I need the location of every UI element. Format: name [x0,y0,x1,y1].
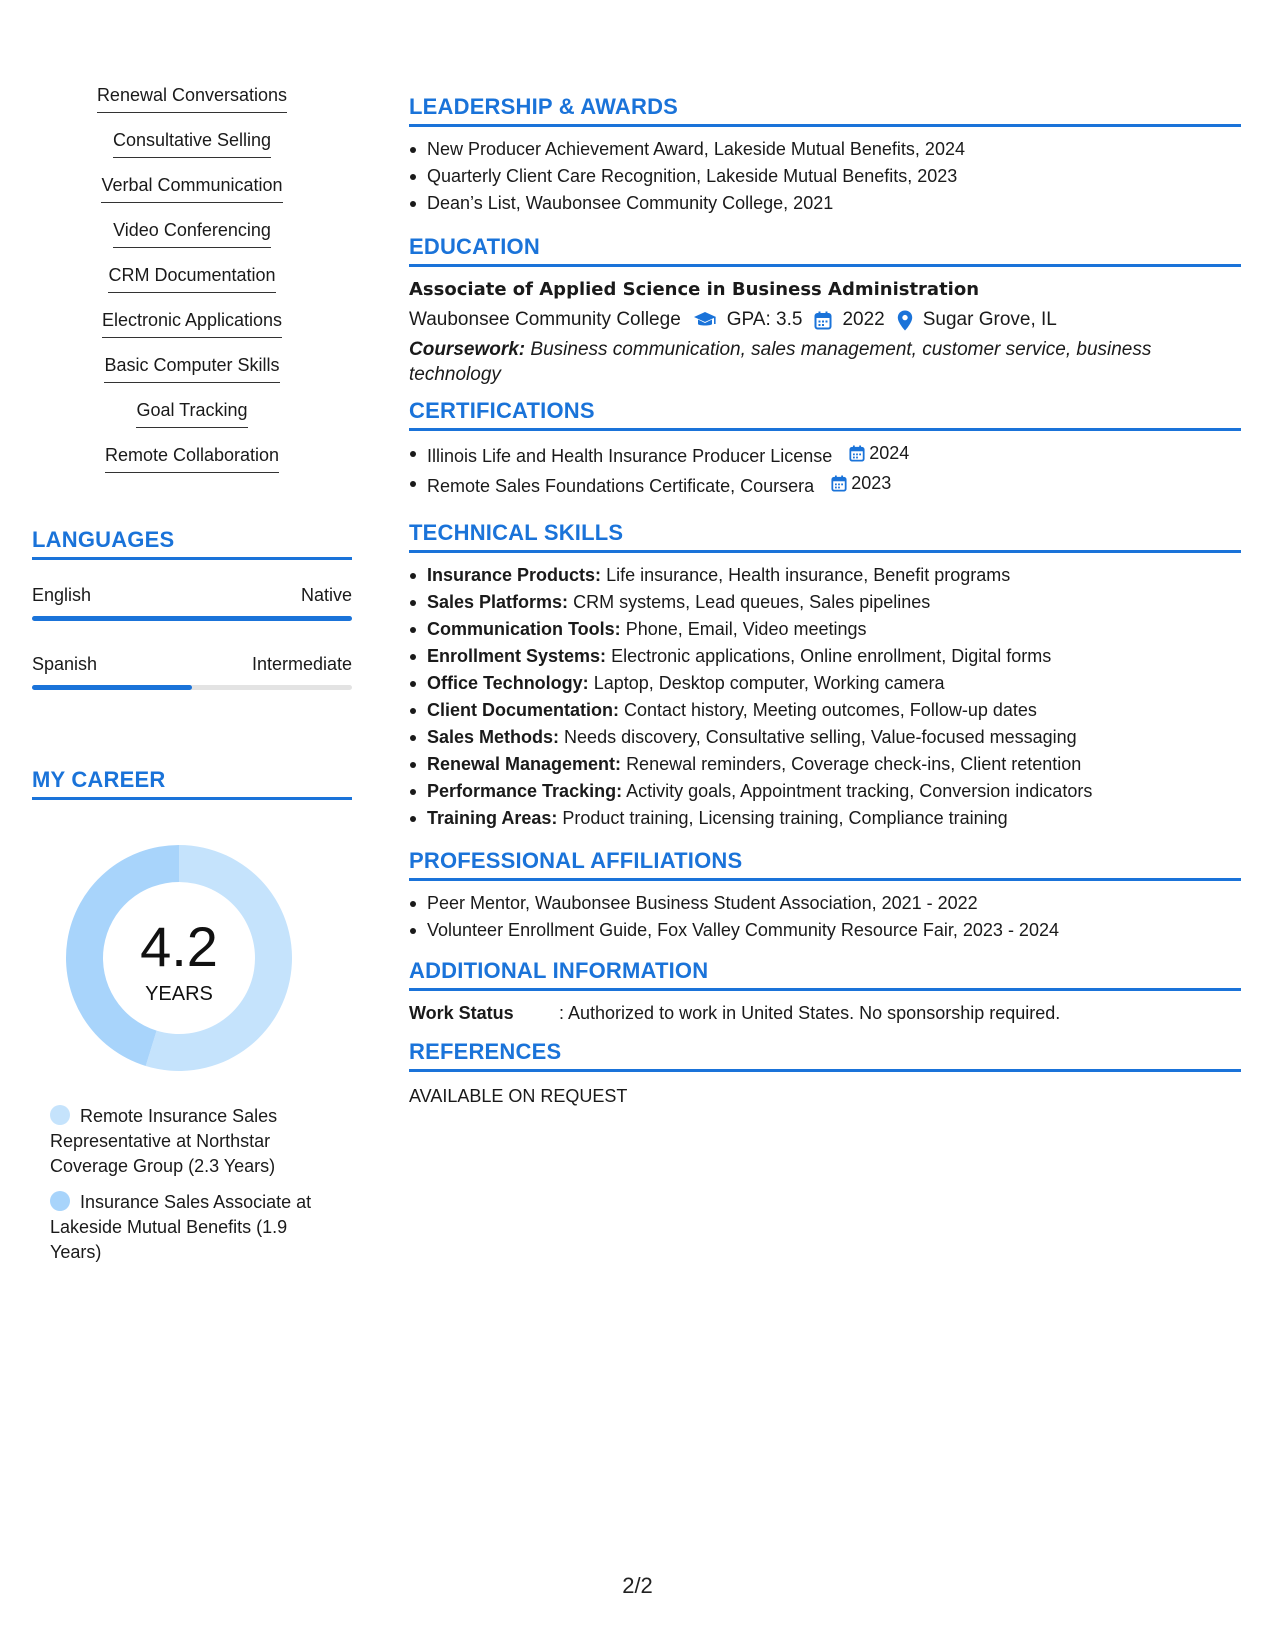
language-bar [32,616,352,621]
list-item: Illinois Life and Health Insurance Producer License 2024 [409,440,1241,470]
skill-item: Goal Tracking [32,397,352,442]
coursework [409,337,1241,387]
certification-date: 2023 [831,470,891,497]
school-name: Waubonsee Community College [409,309,681,330]
list-item: Performance Tracking: Activity goals, Appointment tracking, Conversion indicators [409,778,1241,805]
list-item: Quarterly Client Care Recognition, Lakeside Mutual Benefits, 2023 [409,163,1241,190]
skill-item: Electronic Applications [32,307,352,352]
language-bar-fill [32,685,192,690]
work-status-row [409,1001,1241,1025]
career-total-value: 4.2 [140,915,218,978]
list-item: Sales Methods: Needs discovery, Consultative selling, Value-focused messaging [409,724,1241,751]
list-item: Remote Sales Foundations Certificate, Coursera 2023 [409,470,1241,500]
graduation-cap-icon [693,311,717,329]
affiliations-heading: PROFESSIONAL AFFILIATIONS [409,848,1241,881]
career-legend [50,1104,340,1276]
language-name: Spanish [32,654,98,674]
list-item: Peer Mentor, Waubonsee Business Student Association, 2021 - 2022 [409,890,1241,917]
references-section [409,1039,1241,1108]
certifications-heading: CERTIFICATIONS [409,398,1241,431]
additional-info-section [409,958,1241,1025]
language-bar-fill [32,616,352,621]
language-bar [32,685,352,690]
career-legend-item: Remote Insurance Sales Representative at Northstar Coverage Group (2.3 Years) [50,1106,278,1176]
career-legend-item: Insurance Sales Associate at Lakeside Mutual Benefits (1.9 Years) [50,1192,312,1262]
education-details [409,307,1241,333]
career-heading: MY CAREER [32,767,352,800]
skill-item: Consultative Selling [32,127,352,172]
language-level: Native [300,585,352,605]
gpa: GPA: 3.5 [726,309,803,330]
calendar-icon [849,445,865,462]
skill-item: Video Conferencing [32,217,352,262]
skill-item: Renewal Conversations [32,82,352,127]
coursework-text: Business communication, sales management, customer service, business technology [409,339,1152,385]
career-total [66,845,292,1071]
affiliations-section [409,848,1241,944]
language-spanish [32,653,352,690]
list-item: Training Areas: Product training, Licensing training, Compliance training [409,805,1241,832]
list-item: Office Technology: Laptop, Desktop computer, Working camera [409,670,1241,697]
degree-title: Associate of Applied Science in Business Administration [409,279,980,300]
graduation-year: 2022 [842,309,885,330]
certification-date: 2024 [849,440,909,467]
references-text: AVAILABLE ON REQUEST [409,1086,628,1106]
calendar-icon [814,311,832,330]
list-item: Renewal Management: Renewal reminders, Coverage check-ins, Client retention [409,751,1241,778]
skill-item: Basic Computer Skills [32,352,352,397]
leadership-section [409,94,1241,217]
language-english [32,584,352,621]
language-level: Intermediate [251,654,352,674]
list-item: Dean’s List, Waubonsee Community College, 2021 [409,190,1241,217]
school-location: Sugar Grove, IL [922,309,1057,330]
page-number: 2/2 [622,1573,653,1598]
list-item: Insurance Products: Life insurance, Health insurance, Benefit programs [409,562,1241,589]
list-item: Client Documentation: Contact history, Meeting outcomes, Follow-up dates [409,697,1241,724]
calendar-icon [831,475,847,492]
leadership-heading: LEADERSHIP & AWARDS [409,94,1241,127]
skill-item: CRM Documentation [32,262,352,307]
certifications-section [409,398,1241,500]
legend-dot-icon [50,1191,70,1211]
education-section [409,234,1241,387]
additional-info-heading: ADDITIONAL INFORMATION [409,958,1241,991]
list-item: Volunteer Enrollment Guide, Fox Valley Community Resource Fair, 2023 - 2024 [409,917,1241,944]
list-item: Sales Platforms: CRM systems, Lead queues, Sales pipelines [409,589,1241,616]
skills-list [32,82,352,487]
work-status-value: : Authorized to work in United States. No sponsorship required. [559,1003,1061,1023]
language-name: English [32,585,92,605]
location-pin-icon [897,310,913,331]
coursework-label: Coursework: [409,339,526,360]
list-item: Communication Tools: Phone, Email, Video meetings [409,616,1241,643]
education-heading: EDUCATION [409,234,1241,267]
legend-dot-icon [50,1105,70,1125]
skill-item: Verbal Communication [32,172,352,217]
technical-skills-section [409,520,1241,832]
skill-item: Remote Collaboration [32,442,352,487]
list-item: Enrollment Systems: Electronic applications, Online enrollment, Digital forms [409,643,1241,670]
technical-skills-heading: TECHNICAL SKILLS [409,520,1241,553]
list-item: New Producer Achievement Award, Lakeside Mutual Benefits, 2024 [409,136,1241,163]
career-total-unit: YEARS [145,983,213,1005]
languages-heading: LANGUAGES [32,527,352,560]
work-status-label: Work Status [409,1003,514,1023]
references-heading: REFERENCES [409,1039,1241,1072]
